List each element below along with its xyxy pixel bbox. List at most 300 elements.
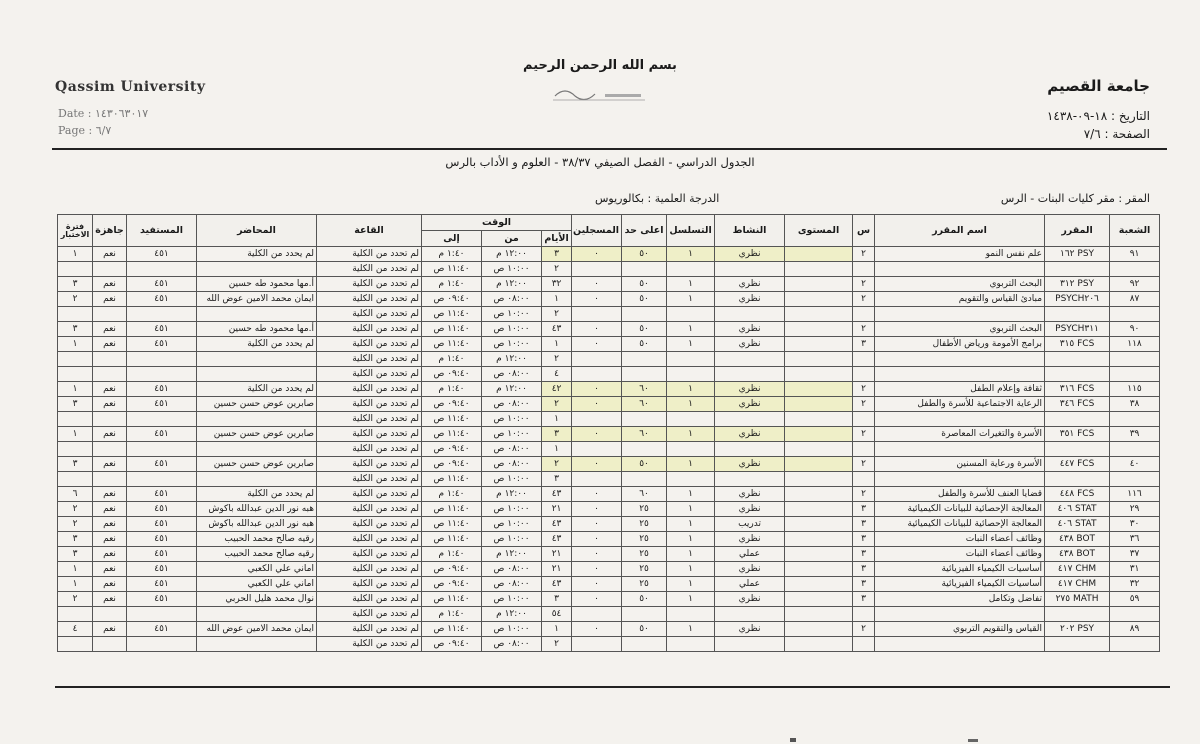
table-row — [58, 622, 1160, 637]
col-to: إلى — [422, 231, 482, 247]
cell-seq — [667, 607, 715, 622]
cell-day: ٢١ — [542, 547, 572, 562]
cell-ready — [93, 607, 127, 622]
cell-credit: ٣ — [853, 562, 875, 577]
cell-building — [127, 607, 197, 622]
cell-room: لم تحدد من الكلية — [317, 397, 422, 412]
table-row — [58, 307, 1160, 322]
cell-section: ٣١ — [1110, 562, 1160, 577]
cell-from: ١٠:٠٠ ص — [482, 592, 542, 607]
cell-instructor: رقيه صالح محمد الحبيب — [197, 532, 317, 547]
cell-instructor: ايمان محمد الامين عوض الله — [197, 292, 317, 307]
cell-credit: ٢ — [853, 292, 875, 307]
cell-activity: نظري — [715, 247, 785, 262]
cell-exam: ١ — [58, 247, 93, 262]
cell-to: ١١:٤٠ ص — [422, 502, 482, 517]
cell-day: ١ — [542, 292, 572, 307]
cell-building — [127, 412, 197, 427]
cell-section: ٩١ — [1110, 247, 1160, 262]
cell-course: PSYCH٢٠٦ — [1045, 292, 1110, 307]
cell-section: ٤٠ — [1110, 457, 1160, 472]
cell-max: ٥٠ — [622, 592, 667, 607]
cell-credit: ٣ — [853, 337, 875, 352]
cell-day: ٢ — [542, 307, 572, 322]
table-row — [58, 352, 1160, 367]
cell-course-name: تفاضل وتكامل — [875, 592, 1045, 607]
cell-building: ٤٥١ — [127, 382, 197, 397]
col-days: الأيام — [542, 231, 572, 247]
cell-seq — [667, 472, 715, 487]
cell-building — [127, 637, 197, 652]
cell-room: لم تحدد من الكلية — [317, 562, 422, 577]
cell-room: لم تحدد من الكلية — [317, 337, 422, 352]
cell-course — [1045, 607, 1110, 622]
cell-instructor: صابرين عوض حسن حسين — [197, 427, 317, 442]
cell-instructor — [197, 442, 317, 457]
cell-day: ٣٢ — [542, 277, 572, 292]
cell-to: ١١:٤٠ ص — [422, 472, 482, 487]
cell-seq: ١ — [667, 502, 715, 517]
cell-exam: ٢ — [58, 292, 93, 307]
cell-section — [1110, 307, 1160, 322]
cell-to: ٠٩:٤٠ ص — [422, 292, 482, 307]
cell-building: ٤٥١ — [127, 532, 197, 547]
cell-from: ٠٨:٠٠ ص — [482, 367, 542, 382]
cell-building: ٤٥١ — [127, 502, 197, 517]
cell-course-name — [875, 352, 1045, 367]
cell-max — [622, 412, 667, 427]
cell-registered: ٠ — [572, 397, 622, 412]
date-en: Date : ١٤٣٠٦٣٠١٧ — [58, 107, 149, 120]
footer-divider — [55, 686, 1170, 688]
cell-activity: تدريب — [715, 517, 785, 532]
cell-registered: ٠ — [572, 427, 622, 442]
cell-section: ٩٠ — [1110, 322, 1160, 337]
cell-exam — [58, 412, 93, 427]
cell-course — [1045, 307, 1110, 322]
cell-registered — [572, 262, 622, 277]
cell-level — [785, 427, 853, 442]
cell-room: لم تحدد من الكلية — [317, 352, 422, 367]
table-row — [58, 532, 1160, 547]
cell-section: ٩٢ — [1110, 277, 1160, 292]
cell-room: لم تحدد من الكلية — [317, 577, 422, 592]
cell-room: لم تحدد من الكلية — [317, 532, 422, 547]
cell-room: لم تحدد من الكلية — [317, 307, 422, 322]
cell-building — [127, 307, 197, 322]
table-row — [58, 442, 1160, 457]
cell-exam: ٢ — [58, 592, 93, 607]
col-activity: النشاط — [715, 215, 785, 247]
cell-section: ٣٨ — [1110, 397, 1160, 412]
cell-ready: نعم — [93, 502, 127, 517]
cell-max — [622, 607, 667, 622]
cell-seq: ١ — [667, 292, 715, 307]
cell-seq: ١ — [667, 562, 715, 577]
cell-registered: ٠ — [572, 487, 622, 502]
cell-to: ١:٤٠ م — [422, 247, 482, 262]
scan-mark — [790, 738, 796, 742]
cell-level — [785, 247, 853, 262]
cell-instructor — [197, 412, 317, 427]
table-row — [58, 517, 1160, 532]
cell-instructor — [197, 472, 317, 487]
cell-exam: ٤ — [58, 622, 93, 637]
cell-max: ٢٥ — [622, 517, 667, 532]
cell-from: ١٢:٠٠ م — [482, 277, 542, 292]
cell-credit — [853, 262, 875, 277]
cell-building: ٤٥١ — [127, 562, 197, 577]
cell-from: ١٢:٠٠ م — [482, 382, 542, 397]
cell-course-name — [875, 607, 1045, 622]
cell-ready — [93, 262, 127, 277]
cell-course: CHM ٤١٧ — [1045, 562, 1110, 577]
cell-exam: ٣ — [58, 397, 93, 412]
cell-level — [785, 547, 853, 562]
cell-building — [127, 367, 197, 382]
university-logo-icon — [545, 84, 650, 106]
cell-registered: ٠ — [572, 592, 622, 607]
cell-room: لم تحدد من الكلية — [317, 247, 422, 262]
cell-level — [785, 352, 853, 367]
cell-instructor: لم يحدد من الكلية — [197, 337, 317, 352]
table-row — [58, 337, 1160, 352]
cell-activity: نظري — [715, 502, 785, 517]
cell-seq: ١ — [667, 547, 715, 562]
cell-max — [622, 307, 667, 322]
cell-activity: نظري — [715, 622, 785, 637]
cell-credit: ٣ — [853, 502, 875, 517]
cell-to: ٠٩:٤٠ ص — [422, 577, 482, 592]
cell-registered — [572, 367, 622, 382]
cell-credit: ٢ — [853, 457, 875, 472]
cell-room: لم تحدد من الكلية — [317, 382, 422, 397]
table-row — [58, 637, 1160, 652]
cell-exam — [58, 307, 93, 322]
cell-section: ٣٦ — [1110, 532, 1160, 547]
cell-instructor — [197, 307, 317, 322]
cell-max — [622, 637, 667, 652]
cell-level — [785, 487, 853, 502]
cell-from: ١٠:٠٠ ص — [482, 502, 542, 517]
cell-activity: نظري — [715, 382, 785, 397]
cell-to: ٠٩:٤٠ ص — [422, 637, 482, 652]
cell-instructor: رقيه صالح محمد الحبيب — [197, 547, 317, 562]
cell-day: ٣ — [542, 592, 572, 607]
cell-max: ٥٠ — [622, 322, 667, 337]
cell-course-name: علم نفس النمو — [875, 247, 1045, 262]
cell-from: ١٠:٠٠ ص — [482, 262, 542, 277]
cell-to: ١١:٤٠ ص — [422, 262, 482, 277]
cell-exam: ٢ — [58, 502, 93, 517]
cell-activity: عملي — [715, 577, 785, 592]
cell-course — [1045, 412, 1110, 427]
cell-section — [1110, 262, 1160, 277]
cell-credit — [853, 352, 875, 367]
cell-ready: نعم — [93, 622, 127, 637]
cell-day: ١ — [542, 622, 572, 637]
cell-instructor: ايمان محمد الامين عوض الله — [197, 622, 317, 637]
col-time: الوقت — [422, 215, 572, 231]
col-building: المستفيد — [127, 215, 197, 247]
cell-seq: ١ — [667, 487, 715, 502]
cell-activity — [715, 442, 785, 457]
cell-room: لم تحدد من الكلية — [317, 457, 422, 472]
cell-exam: ٣ — [58, 322, 93, 337]
cell-registered: ٠ — [572, 517, 622, 532]
cell-credit: ٢ — [853, 487, 875, 502]
cell-level — [785, 577, 853, 592]
cell-activity: نظري — [715, 322, 785, 337]
table-row — [58, 607, 1160, 622]
cell-registered: ٠ — [572, 337, 622, 352]
bismillah: بسم الله الرحمن الرحيم — [523, 58, 677, 73]
cell-credit — [853, 442, 875, 457]
cell-registered: ٠ — [572, 622, 622, 637]
cell-activity — [715, 367, 785, 382]
cell-course-name: مبادئ القياس والتقويم — [875, 292, 1045, 307]
cell-day: ٤٢ — [542, 382, 572, 397]
cell-room: لم تحدد من الكلية — [317, 622, 422, 637]
cell-day: ١ — [542, 412, 572, 427]
cell-activity: نظري — [715, 592, 785, 607]
cell-activity: عملي — [715, 547, 785, 562]
cell-course-name — [875, 262, 1045, 277]
cell-credit: ٢ — [853, 247, 875, 262]
col-credit: س — [853, 215, 875, 247]
cell-instructor: لم يحدد من الكلية — [197, 247, 317, 262]
cell-credit: ٣ — [853, 577, 875, 592]
cell-seq: ١ — [667, 337, 715, 352]
cell-day: ٢ — [542, 397, 572, 412]
cell-level — [785, 292, 853, 307]
cell-day: ٤٣ — [542, 577, 572, 592]
cell-max: ٥٠ — [622, 247, 667, 262]
cell-ready: نعم — [93, 562, 127, 577]
cell-course: PSY ٢٠٢ — [1045, 622, 1110, 637]
table-row — [58, 457, 1160, 472]
cell-instructor — [197, 352, 317, 367]
cell-ready: نعم — [93, 292, 127, 307]
cell-to: ١١:٤٠ ص — [422, 337, 482, 352]
cell-activity — [715, 637, 785, 652]
cell-ready — [93, 412, 127, 427]
cell-section — [1110, 472, 1160, 487]
cell-ready: نعم — [93, 577, 127, 592]
cell-course: FCS ٤٤٨ — [1045, 487, 1110, 502]
cell-course: FCS ٣١٦ — [1045, 382, 1110, 397]
cell-exam — [58, 352, 93, 367]
cell-to: ٠٩:٤٠ ص — [422, 562, 482, 577]
cell-building: ٤٥١ — [127, 292, 197, 307]
cell-registered — [572, 637, 622, 652]
schedule-table-wrapper — [57, 214, 1159, 652]
header-divider — [52, 148, 1167, 150]
table-row — [58, 502, 1160, 517]
cell-registered: ٠ — [572, 277, 622, 292]
cell-seq: ١ — [667, 622, 715, 637]
cell-ready — [93, 442, 127, 457]
cell-registered: ٠ — [572, 382, 622, 397]
cell-exam: ٣ — [58, 547, 93, 562]
cell-course-name: البحث التربوي — [875, 277, 1045, 292]
cell-room: لم تحدد من الكلية — [317, 472, 422, 487]
cell-from: ٠٨:٠٠ ص — [482, 442, 542, 457]
table-row — [58, 382, 1160, 397]
cell-max: ٢٥ — [622, 547, 667, 562]
cell-ready: نعم — [93, 247, 127, 262]
cell-room: لم تحدد من الكلية — [317, 502, 422, 517]
cell-room: لم تحدد من الكلية — [317, 607, 422, 622]
cell-credit: ٢ — [853, 322, 875, 337]
cell-max: ٥٠ — [622, 277, 667, 292]
cell-room: لم تحدد من الكلية — [317, 292, 422, 307]
cell-activity — [715, 307, 785, 322]
cell-ready: نعم — [93, 487, 127, 502]
university-name-ar: جامعة القصيم — [1047, 77, 1150, 95]
cell-course-name — [875, 367, 1045, 382]
cell-ready: نعم — [93, 277, 127, 292]
cell-instructor: هبه نور الدين عبدالله باكوش — [197, 502, 317, 517]
cell-credit: ٣ — [853, 532, 875, 547]
cell-exam: ١ — [58, 577, 93, 592]
cell-credit: ٢ — [853, 622, 875, 637]
cell-day: ٤٣ — [542, 487, 572, 502]
cell-ready: نعم — [93, 457, 127, 472]
cell-registered: ٠ — [572, 577, 622, 592]
cell-course — [1045, 472, 1110, 487]
cell-building: ٤٥١ — [127, 247, 197, 262]
cell-credit: ٣ — [853, 592, 875, 607]
cell-exam — [58, 472, 93, 487]
cell-room: لم تحدد من الكلية — [317, 517, 422, 532]
page-en: Page : ٦/٧ — [58, 124, 112, 137]
cell-activity — [715, 607, 785, 622]
cell-course-name: الرعاية الاجتماعية للأسرة والطفل — [875, 397, 1045, 412]
table-row — [58, 427, 1160, 442]
cell-ready: نعم — [93, 397, 127, 412]
cell-activity: نظري — [715, 292, 785, 307]
cell-course-name: وظائف أعضاء النبات — [875, 547, 1045, 562]
cell-course-name — [875, 307, 1045, 322]
cell-instructor: أ.مها محمود طه حسين — [197, 322, 317, 337]
table-row — [58, 592, 1160, 607]
col-instructor: المحاضر — [197, 215, 317, 247]
cell-day: ٤٣ — [542, 322, 572, 337]
cell-room: لم تحدد من الكلية — [317, 412, 422, 427]
campus-label: المقر : مقر كليات البنات - الرس — [1000, 192, 1150, 205]
cell-to: ١١:٤٠ ص — [422, 412, 482, 427]
cell-instructor: صابرين عوض حسن حسين — [197, 397, 317, 412]
cell-building — [127, 352, 197, 367]
cell-level — [785, 382, 853, 397]
cell-building: ٤٥١ — [127, 397, 197, 412]
cell-level — [785, 367, 853, 382]
cell-building: ٤٥١ — [127, 622, 197, 637]
cell-section: ٣٧ — [1110, 547, 1160, 562]
cell-room: لم تحدد من الكلية — [317, 487, 422, 502]
cell-section: ٨٧ — [1110, 292, 1160, 307]
cell-from: ١٢:٠٠ م — [482, 607, 542, 622]
cell-section: ٢٩ — [1110, 502, 1160, 517]
cell-credit: ٢ — [853, 382, 875, 397]
cell-from: ١٠:٠٠ ص — [482, 532, 542, 547]
cell-instructor — [197, 607, 317, 622]
cell-ready: نعم — [93, 427, 127, 442]
cell-building: ٤٥١ — [127, 592, 197, 607]
cell-to: ١:٤٠ م — [422, 382, 482, 397]
cell-max — [622, 367, 667, 382]
cell-seq: ١ — [667, 397, 715, 412]
cell-section — [1110, 442, 1160, 457]
table-row — [58, 292, 1160, 307]
cell-level — [785, 307, 853, 322]
cell-building: ٤٥١ — [127, 337, 197, 352]
cell-exam: ١ — [58, 337, 93, 352]
cell-course-name: ثقافة وإعلام الطفل — [875, 382, 1045, 397]
col-from: من — [482, 231, 542, 247]
cell-registered: ٠ — [572, 292, 622, 307]
cell-max: ٦٠ — [622, 382, 667, 397]
cell-seq: ١ — [667, 277, 715, 292]
cell-instructor: لم يحدد من الكلية — [197, 487, 317, 502]
cell-course-name: أساسيات الكيمياء الفيزيائية — [875, 562, 1045, 577]
cell-seq — [667, 412, 715, 427]
cell-seq: ١ — [667, 532, 715, 547]
cell-section: ٣٠ — [1110, 517, 1160, 532]
cell-to: ٠٩:٤٠ ص — [422, 367, 482, 382]
cell-to: ١١:٤٠ ص — [422, 532, 482, 547]
col-course: المقرر — [1045, 215, 1110, 247]
cell-course-name: المعالجة الإحصائية للبيانات الكيميائية — [875, 517, 1045, 532]
cell-ready — [93, 367, 127, 382]
cell-instructor — [197, 367, 317, 382]
cell-course-name: الأسرة والتغيرات المعاصرة — [875, 427, 1045, 442]
cell-room: لم تحدد من الكلية — [317, 442, 422, 457]
cell-instructor: اماني علي الكعبي — [197, 562, 317, 577]
cell-registered — [572, 412, 622, 427]
cell-exam: ١ — [58, 427, 93, 442]
cell-level — [785, 277, 853, 292]
cell-activity: نظري — [715, 427, 785, 442]
cell-activity: نظري — [715, 457, 785, 472]
cell-course: STAT ٤٠٦ — [1045, 517, 1110, 532]
cell-registered: ٠ — [572, 547, 622, 562]
cell-day: ٤ — [542, 367, 572, 382]
cell-level — [785, 532, 853, 547]
col-registered: المسجلين — [572, 215, 622, 247]
cell-to: ٠٩:٤٠ ص — [422, 457, 482, 472]
cell-seq — [667, 352, 715, 367]
cell-day: ٢ — [542, 457, 572, 472]
cell-building: ٤٥١ — [127, 547, 197, 562]
cell-room: لم تحدد من الكلية — [317, 367, 422, 382]
cell-credit — [853, 367, 875, 382]
cell-registered — [572, 607, 622, 622]
cell-section: ١١٦ — [1110, 487, 1160, 502]
col-level: المستوى — [785, 215, 853, 247]
scan-mark — [968, 739, 978, 742]
cell-ready — [93, 637, 127, 652]
cell-credit: ٣ — [853, 547, 875, 562]
cell-building: ٤٥١ — [127, 457, 197, 472]
cell-from: ٠٨:٠٠ ص — [482, 562, 542, 577]
cell-max: ٢٥ — [622, 502, 667, 517]
cell-course: FCS ٤٤٧ — [1045, 457, 1110, 472]
cell-exam: ٣ — [58, 532, 93, 547]
cell-credit: ٢ — [853, 397, 875, 412]
cell-to: ١١:٤٠ ص — [422, 322, 482, 337]
